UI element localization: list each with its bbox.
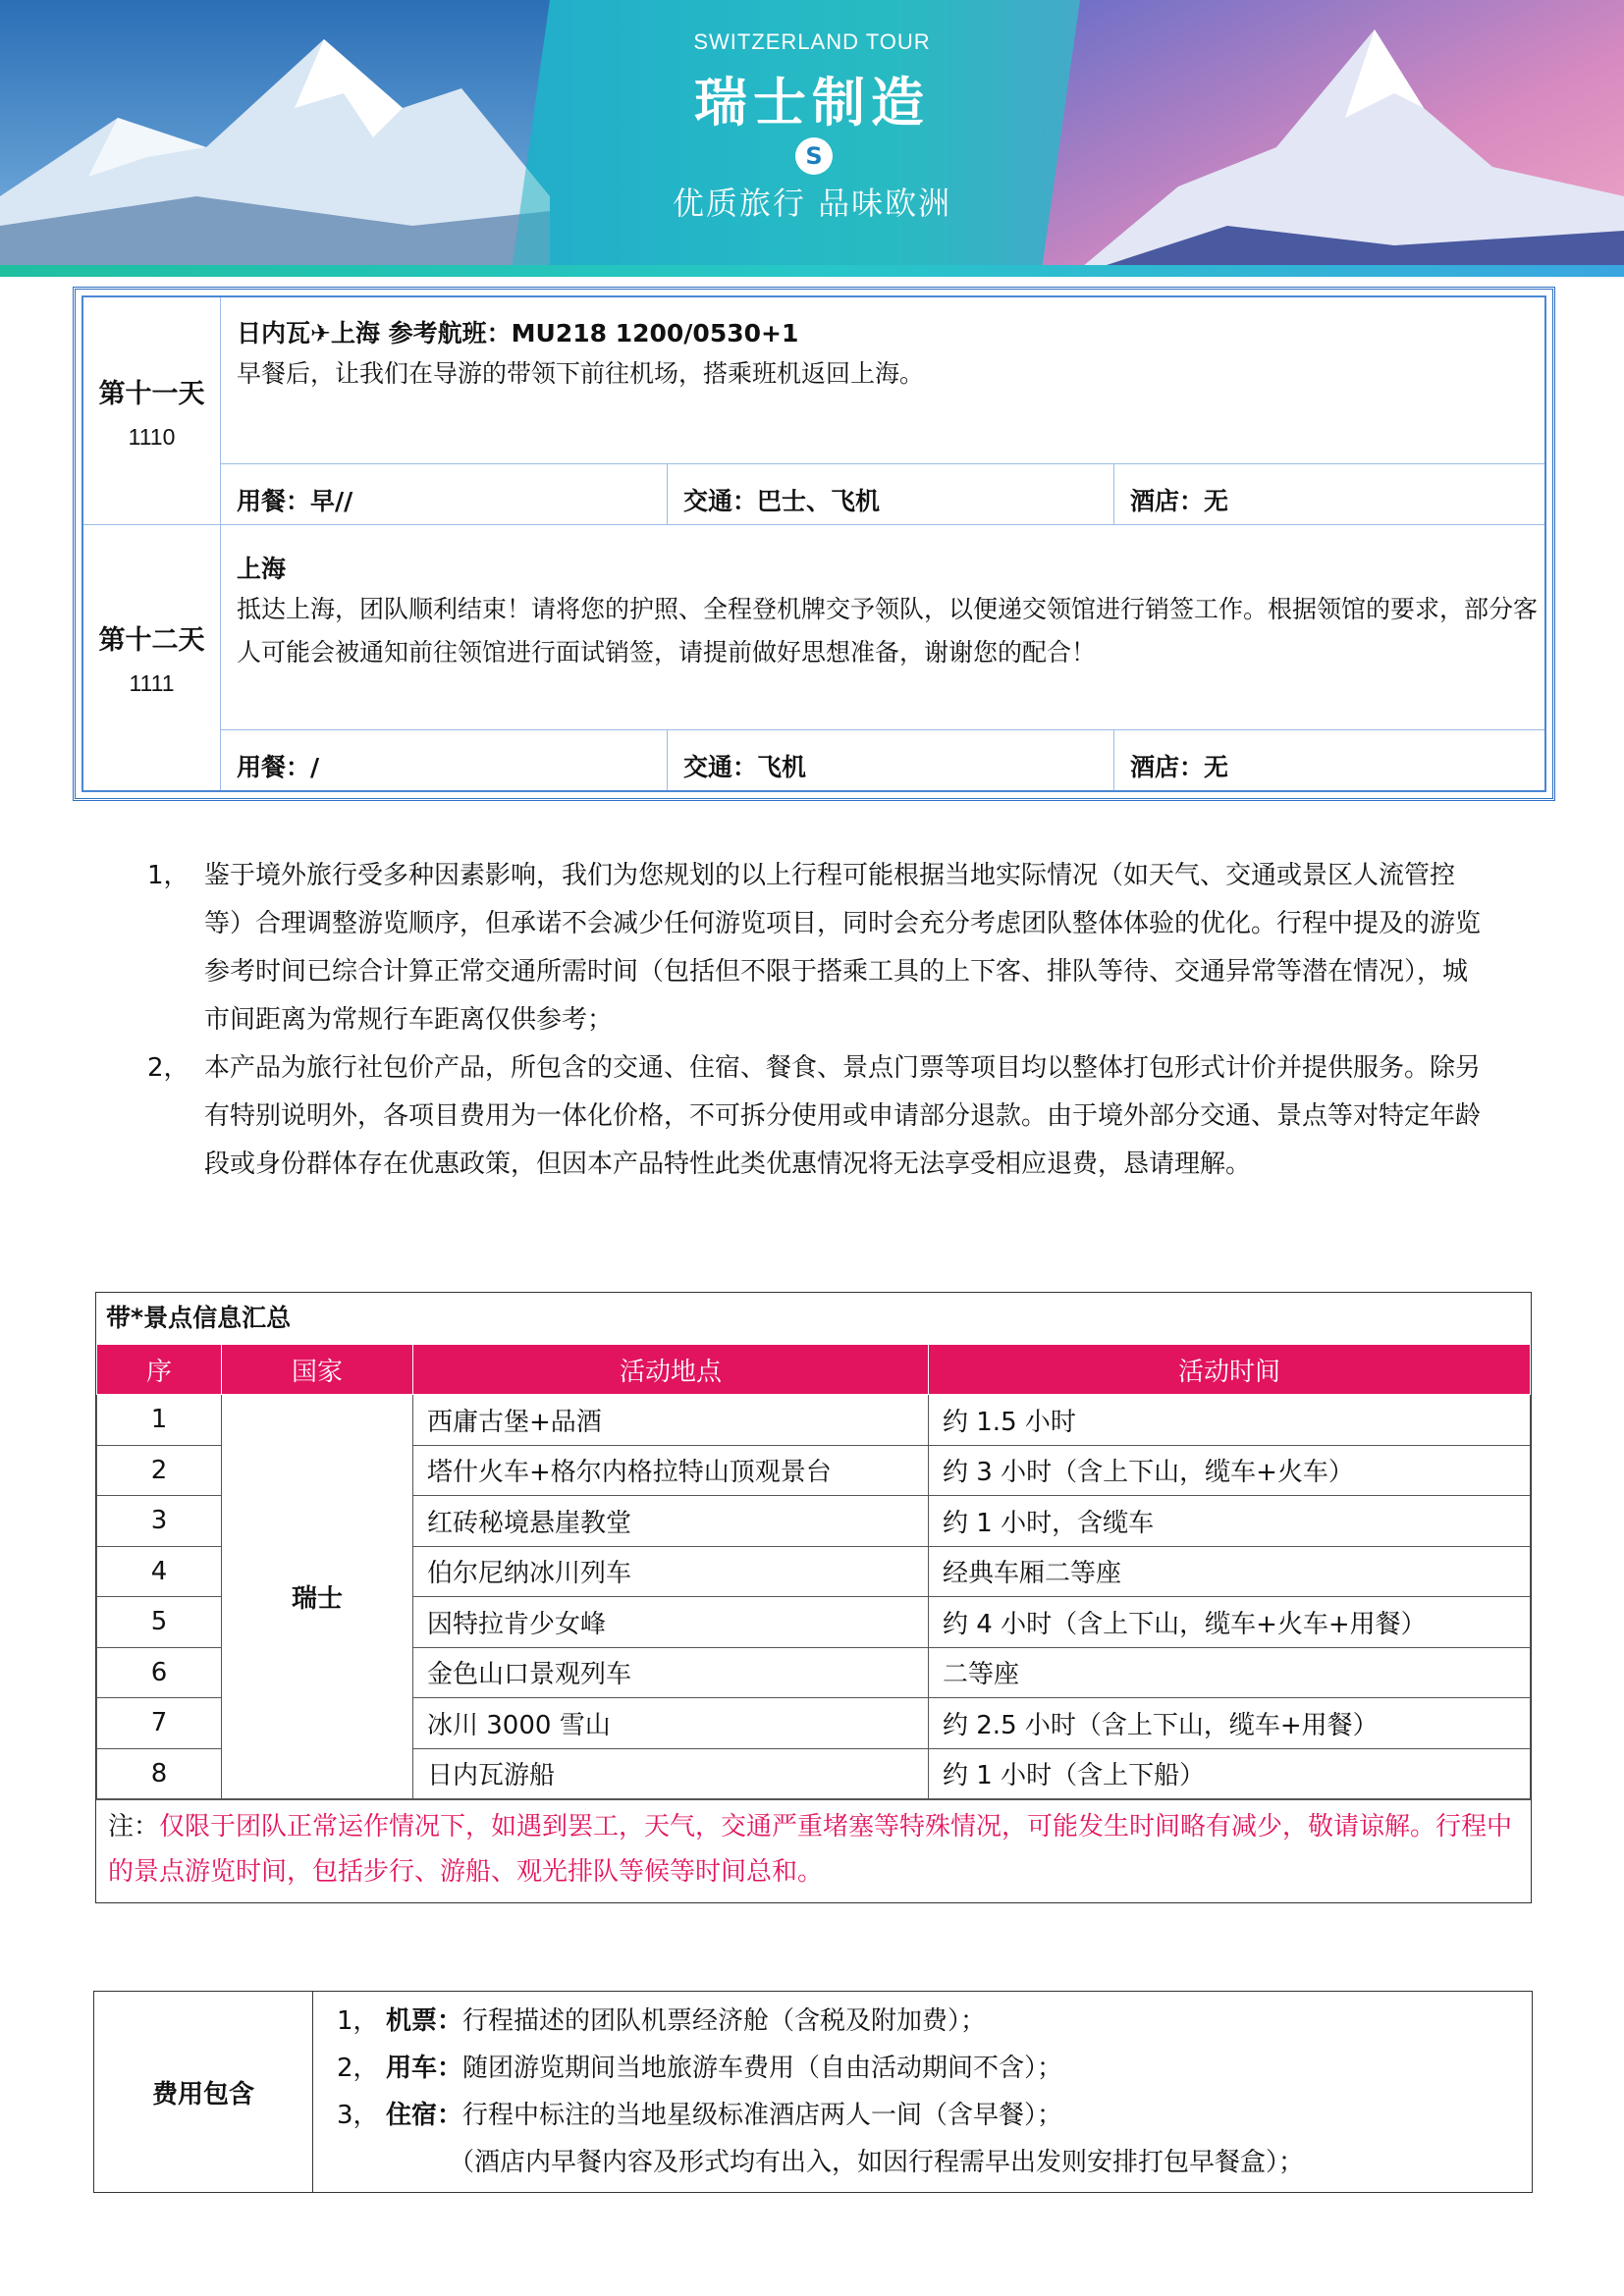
fees-heading: 费用包含	[94, 1992, 313, 2192]
fee-text: 行程中标注的当地星级标准酒店两人一间（含早餐）；	[462, 2101, 1063, 2130]
row-number: 6	[97, 1647, 222, 1698]
time-cell: 约 1.5 小时	[929, 1395, 1531, 1446]
country-cell: 瑞士	[222, 1395, 413, 1799]
place-cell: 红砖秘境悬崖教堂	[413, 1496, 929, 1547]
fee-item	[337, 2092, 1532, 2139]
attractions-note	[96, 1799, 1531, 1902]
time-cell: 经典车厢二等座	[929, 1546, 1531, 1597]
note-warning: 仅限于团队正常运作情况下，如遇到罢工，天气，交通严重堵塞等特殊情况，可能发生时间略有减少，敬请谅解。行程中的景点游览时间，包括步行、游船、观光排队等候等时间总和。	[108, 1812, 1513, 1887]
fee-key: 住宿：	[386, 2101, 463, 2130]
table-row	[97, 1395, 1531, 1446]
transport-info: 交通：巴士、飞机	[668, 464, 1114, 524]
row-number: 1	[97, 1395, 222, 1446]
note-item	[147, 1044, 1483, 1189]
transport-info: 交通：飞机	[668, 730, 1114, 790]
header-banner	[0, 0, 1624, 277]
time-cell: 约 1 小时，含缆车	[929, 1496, 1531, 1547]
meal-info: 用餐：早//	[221, 464, 668, 524]
time-cell: 约 3 小时（含上下山，缆车+火车）	[929, 1445, 1531, 1496]
itinerary-frame	[73, 287, 1555, 801]
place-cell: 因特拉肯少女峰	[413, 1597, 929, 1648]
table-header-row	[97, 1345, 1531, 1395]
brand-logo-icon: S	[795, 137, 833, 175]
column-header: 国家	[222, 1345, 413, 1395]
hotel-info: 酒店：无	[1130, 753, 1229, 781]
time-cell: 约 1 小时（含上下船）	[929, 1748, 1531, 1799]
day-body	[221, 525, 1544, 790]
fee-number: 1，	[337, 2006, 379, 2036]
fee-text: 随团游览期间当地旅游车费用（自由活动期间不含）；	[462, 2054, 1063, 2083]
row-number: 2	[97, 1445, 222, 1496]
day-body	[221, 297, 1544, 524]
day-description	[221, 525, 1544, 729]
fee-item	[337, 2045, 1532, 2092]
day-route: 日内瓦✈上海 参考航班：MU218 1200/0530+1	[237, 319, 799, 347]
place-cell: 伯尔尼纳冰川列车	[413, 1546, 929, 1597]
fee-key: 机票：	[386, 2006, 463, 2036]
day-text: 早餐后，让我们在导游的带领下前往机场，搭乘班机返回上海。	[237, 359, 925, 388]
row-number: 3	[97, 1496, 222, 1547]
note-number: 1，	[147, 861, 189, 890]
attractions-title: 带*景点信息汇总	[106, 1304, 292, 1332]
day-label: 第十一天	[98, 378, 205, 409]
note-text: 鉴于境外旅行受多种因素影响，我们为您规划的以上行程可能根据当地实际情况（如天气、交通或景区人流管控等）合理调整游览顺序，但承诺不会减少任何游览项目，同时会充分考虑团队整体体验的优化。行程中提及的游览参考时间已综合计算正常交通所需时间（包括但不限于搭乘工具的上下客、排队等待、交通异常等潜在情况），城市间距离为常规行车距离仅供参考；	[204, 861, 1482, 1035]
day-date: 1110	[128, 423, 176, 450]
note-number: 2，	[147, 1053, 189, 1083]
day-route: 上海	[237, 555, 287, 583]
fee-item	[337, 1998, 1532, 2045]
fee-number: 3，	[337, 2101, 379, 2130]
banner-slogan: 优质旅行 品味欧洲	[672, 185, 952, 222]
place-cell: 塔什火车+格尔内格拉特山顶观景台	[413, 1445, 929, 1496]
fee-text: 行程描述的团队机票经济舱（含税及附加费）；	[462, 2006, 987, 2036]
day-date: 1111	[129, 670, 175, 696]
day-header	[83, 297, 221, 524]
meal-info: 用餐：/	[221, 730, 668, 790]
attractions-table	[95, 1292, 1532, 1903]
row-number: 8	[97, 1748, 222, 1799]
fee-number: 2，	[337, 2054, 379, 2083]
fees-list	[313, 1992, 1532, 2192]
day-row	[83, 297, 1544, 525]
note-prefix: 注：	[108, 1812, 160, 1842]
note-item	[147, 852, 1483, 1044]
time-cell: 约 4 小时（含上下山，缆车+火车+用餐）	[929, 1597, 1531, 1648]
column-header: 活动时间	[929, 1345, 1531, 1395]
day-services	[221, 729, 1544, 790]
attractions-grid	[96, 1344, 1531, 1799]
place-cell: 冰川 3000 雪山	[413, 1698, 929, 1749]
fees-included-table	[93, 1991, 1533, 2193]
note-text: 本产品为旅行社包价产品，所包含的交通、住宿、餐食、景点门票等项目均以整体打包形式计价并提供服务。除另有特别说明外，各项目费用为一体化价格，不可拆分使用或申请部分退款。由于境外部分交通、景点等对特定年龄段或身份群体存在优惠政策，但因本产品特性此类优惠情况将无法享受相应退费，恳请理解。	[204, 1053, 1482, 1179]
day-description	[221, 297, 1544, 463]
time-cell: 二等座	[929, 1647, 1531, 1698]
day-row	[83, 525, 1544, 790]
time-cell: 约 2.5 小时（含上下山，缆车+用餐）	[929, 1698, 1531, 1749]
row-number: 4	[97, 1546, 222, 1597]
row-number: 7	[97, 1698, 222, 1749]
row-number: 5	[97, 1597, 222, 1648]
fee-key: 用车：	[386, 2054, 463, 2083]
place-cell: 金色山口景观列车	[413, 1647, 929, 1698]
fee-sub-note: （酒店内早餐内容及形式均有出入，如因行程需早出发则安排打包早餐盒）；	[449, 2148, 1305, 2177]
terms-notes	[147, 852, 1483, 1189]
column-header: 序	[97, 1345, 222, 1395]
column-header: 活动地点	[413, 1345, 929, 1395]
place-cell: 日内瓦游船	[413, 1748, 929, 1799]
day-header	[83, 525, 221, 790]
hotel-info: 酒店：无	[1130, 487, 1229, 515]
banner-subtitle: SWITZERLAND TOUR	[693, 29, 931, 54]
place-cell: 西庸古堡+品酒	[413, 1395, 929, 1446]
banner-title: 瑞士制造	[694, 72, 930, 133]
day-services	[221, 463, 1544, 524]
day-text: 抵达上海，团队顺利结束！请将您的护照、全程登机牌交予领队，以便递交领馆进行销签工作。根据领馆的要求，部分客人可能会被通知前往领馆进行面试销签，请提前做好思想准备，谢谢您的配合！	[237, 595, 1539, 667]
day-label: 第十二天	[98, 625, 205, 656]
